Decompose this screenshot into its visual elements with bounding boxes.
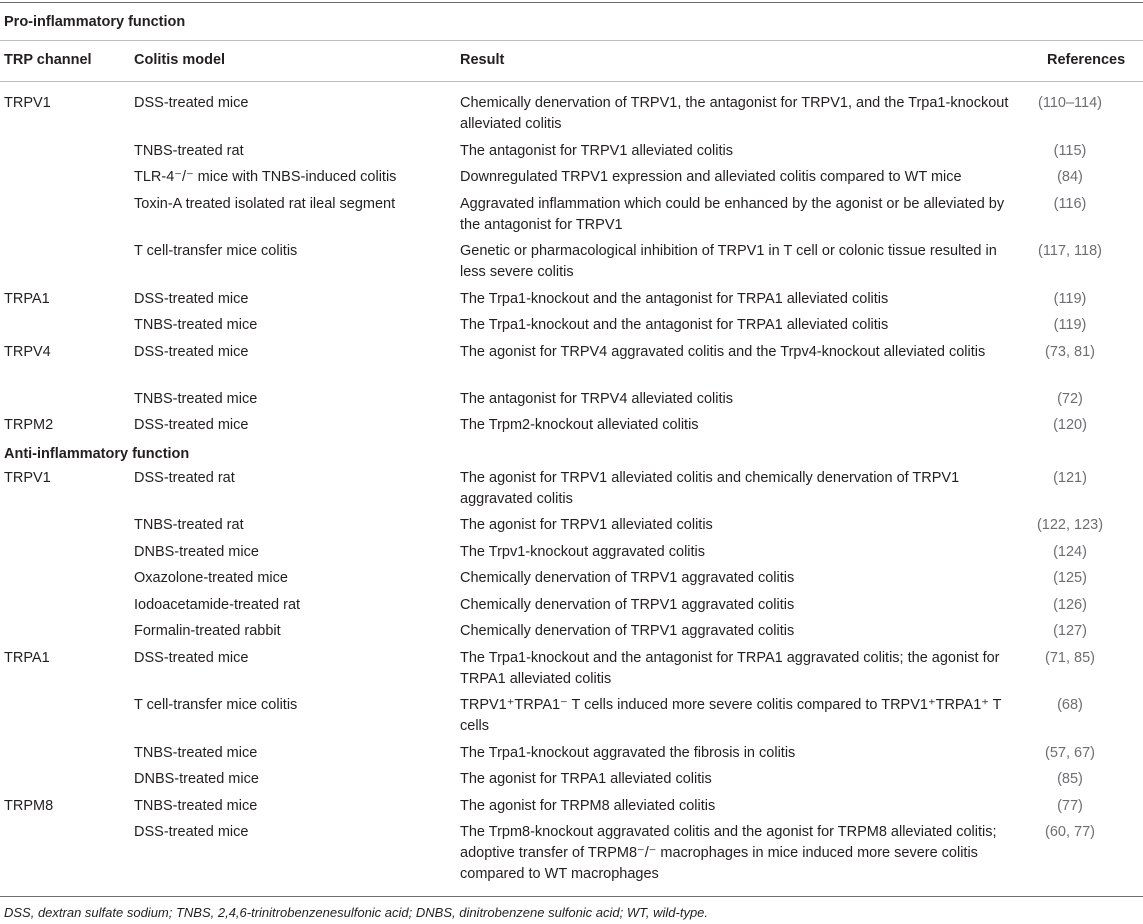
section-title-anti: Anti-inflammatory function [4, 446, 190, 462]
reference-link[interactable]: (119) [1053, 317, 1087, 333]
cell-refs [1000, 542, 1140, 563]
cell-result: The Trpa1-knockout and the antagonist for TRPA1 aggravated colitis; the agonist for TRPA1 alleviated colitis [460, 650, 1000, 687]
reference-link[interactable]: (125) [1053, 570, 1087, 586]
cell-refs [1000, 241, 1140, 262]
reference-link[interactable]: (115) [1053, 143, 1087, 159]
cell-refs [1000, 93, 1140, 114]
cell-refs [1000, 515, 1140, 536]
column-header-references: References [1047, 52, 1126, 68]
cell-result: Genetic or pharmacological inhibition of TRPV1 in T cell or colonic tissue resulted in less severe colitis [460, 243, 997, 280]
cell-result: The antagonist for TRPV4 alleviated colitis [460, 391, 733, 407]
cell-refs [1000, 315, 1140, 336]
cell-channel: TRPV4 [4, 344, 51, 360]
reference-link[interactable]: (85) [1057, 771, 1083, 787]
reference-link[interactable]: (57, 67) [1045, 745, 1095, 761]
cell-model: DNBS-treated mice [134, 771, 259, 787]
reference-link[interactable]: (120) [1053, 417, 1087, 433]
cell-refs [1000, 822, 1140, 843]
cell-model: Formalin-treated rabbit [134, 623, 281, 639]
section-title-pro: Pro-inflammatory function [4, 14, 186, 30]
cell-result: The Trpm8-knockout aggravated colitis and the agonist for TRPM8 alleviated colitis; adoptive transfer of TRPM8⁻/⁻ macrophages in mice induced more severe colitis compared to WT macrophages [460, 824, 997, 882]
cell-result: The agonist for TRPV1 alleviated colitis and chemically denervation of TRPV1 aggravated colitis [460, 470, 960, 507]
cell-model: DSS-treated mice [134, 291, 249, 307]
cell-model: DSS-treated mice [134, 417, 249, 433]
cell-model: DSS-treated rat [134, 470, 235, 486]
cell-model: DSS-treated mice [134, 824, 249, 840]
header-rule [0, 81, 1143, 82]
cell-model: TNBS-treated mice [134, 745, 258, 761]
cell-result: Aggravated inflammation which could be enhanced by the agonist or be alleviated by the antagonist for TRPV1 [460, 196, 1005, 233]
cell-model: TLR-4⁻/⁻ mice with TNBS-induced colitis [134, 169, 397, 185]
cell-model: DSS-treated mice [134, 344, 249, 360]
reference-link[interactable]: (126) [1053, 597, 1087, 613]
cell-result: The Trpa1-knockout and the antagonist for TRPA1 alleviated colitis [460, 317, 889, 333]
reference-link[interactable]: (68) [1057, 697, 1083, 713]
cell-result: The agonist for TRPM8 alleviated colitis [460, 798, 716, 814]
reference-link[interactable]: (117, 118) [1038, 243, 1102, 259]
reference-link[interactable]: (122, 123) [1036, 517, 1104, 533]
cell-refs [1000, 648, 1140, 669]
cell-result: Chemically denervation of TRPV1 aggravated colitis [460, 597, 795, 613]
cell-result: The Trpa1-knockout aggravated the fibrosis in colitis [460, 745, 796, 761]
reference-link[interactable]: (110–114) [1038, 95, 1102, 111]
table-footnote: DSS, dextran sulfate sodium; TNBS, 2,4,6-trinitrobenzenesulfonic acid; DNBS, dinitrobenzene sulfonic acid; WT, wild-type. [4, 905, 709, 920]
reference-link[interactable]: (60, 77) [1045, 824, 1095, 840]
reference-link[interactable]: (124) [1053, 544, 1087, 560]
reference-link[interactable]: (77) [1057, 798, 1083, 814]
reference-link[interactable]: (119) [1053, 291, 1087, 307]
cell-result: TRPV1⁺TRPA1⁻ T cells induced more severe colitis compared to TRPV1⁺TRPA1⁺ T cells [460, 697, 1002, 734]
bottom-rule [0, 896, 1143, 897]
cell-model: TNBS-treated mice [134, 317, 258, 333]
cell-model: TNBS-treated rat [134, 143, 244, 159]
reference-link[interactable]: (84) [1057, 169, 1083, 185]
cell-refs [1000, 194, 1140, 215]
column-header-result: Result [460, 52, 505, 68]
cell-channel: TRPA1 [4, 650, 50, 666]
reference-link[interactable]: (71, 85) [1045, 650, 1095, 666]
top-rule [0, 2, 1143, 3]
cell-result: Chemically denervation of TRPV1 aggravated colitis [460, 570, 795, 586]
cell-channel: TRPV1 [4, 470, 51, 486]
reference-link[interactable]: (73, 81) [1045, 344, 1095, 360]
cell-refs [1000, 695, 1140, 716]
cell-refs [1000, 141, 1140, 162]
cell-model: TNBS-treated mice [134, 391, 258, 407]
cell-refs [1000, 796, 1140, 817]
cell-result: The agonist for TRPV4 aggravated colitis and the Trpv4-knockout alleviated colitis [460, 344, 986, 360]
reference-link[interactable]: (127) [1053, 623, 1087, 639]
cell-refs [1000, 568, 1140, 589]
cell-channel: TRPA1 [4, 291, 50, 307]
cell-result: Chemically denervation of TRPV1, the antagonist for TRPV1, and the Trpa1-knockout alleviated colitis [460, 95, 1009, 132]
cell-model: DSS-treated mice [134, 95, 249, 111]
cell-refs [1000, 621, 1140, 642]
cell-model: DNBS-treated mice [134, 544, 259, 560]
cell-result: The antagonist for TRPV1 alleviated colitis [460, 143, 733, 159]
cell-result: The agonist for TRPV1 alleviated colitis [460, 517, 713, 533]
cell-model: Oxazolone-treated mice [134, 570, 288, 586]
cell-model: T cell-transfer mice colitis [134, 697, 298, 713]
cell-refs [1000, 289, 1140, 310]
reference-link[interactable]: (116) [1053, 196, 1087, 212]
cell-result: The Trpa1-knockout and the antagonist for TRPA1 alleviated colitis [460, 291, 889, 307]
cell-result: The agonist for TRPA1 alleviated colitis [460, 771, 712, 787]
cell-refs [1000, 342, 1140, 363]
cell-result: Downregulated TRPV1 expression and alleviated colitis compared to WT mice [460, 169, 962, 185]
cell-refs [1000, 468, 1140, 489]
cell-result: The Trpm2-knockout alleviated colitis [460, 417, 699, 433]
cell-model: T cell-transfer mice colitis [134, 243, 298, 259]
cell-model: TNBS-treated mice [134, 798, 258, 814]
column-header-channel: TRP channel [4, 52, 92, 68]
cell-model: Toxin-A treated isolated rat ileal segment [134, 196, 396, 212]
cell-result: The Trpv1-knockout aggravated colitis [460, 544, 706, 560]
cell-refs [1000, 389, 1140, 410]
cell-model: DSS-treated mice [134, 650, 249, 666]
section-rule [0, 40, 1143, 41]
cell-refs [1000, 743, 1140, 764]
reference-link[interactable]: (121) [1053, 470, 1087, 486]
reference-link[interactable]: (72) [1057, 391, 1083, 407]
cell-refs [1000, 769, 1140, 790]
cell-refs [1000, 415, 1140, 436]
cell-result: Chemically denervation of TRPV1 aggravated colitis [460, 623, 795, 639]
cell-channel: TRPM2 [4, 417, 54, 433]
cell-refs [1000, 167, 1140, 188]
cell-channel: TRPM8 [4, 798, 54, 814]
column-header-model: Colitis model [134, 52, 226, 68]
cell-model: TNBS-treated rat [134, 517, 244, 533]
cell-model: Iodoacetamide-treated rat [134, 597, 301, 613]
cell-refs [1000, 595, 1140, 616]
cell-channel: TRPV1 [4, 95, 51, 111]
